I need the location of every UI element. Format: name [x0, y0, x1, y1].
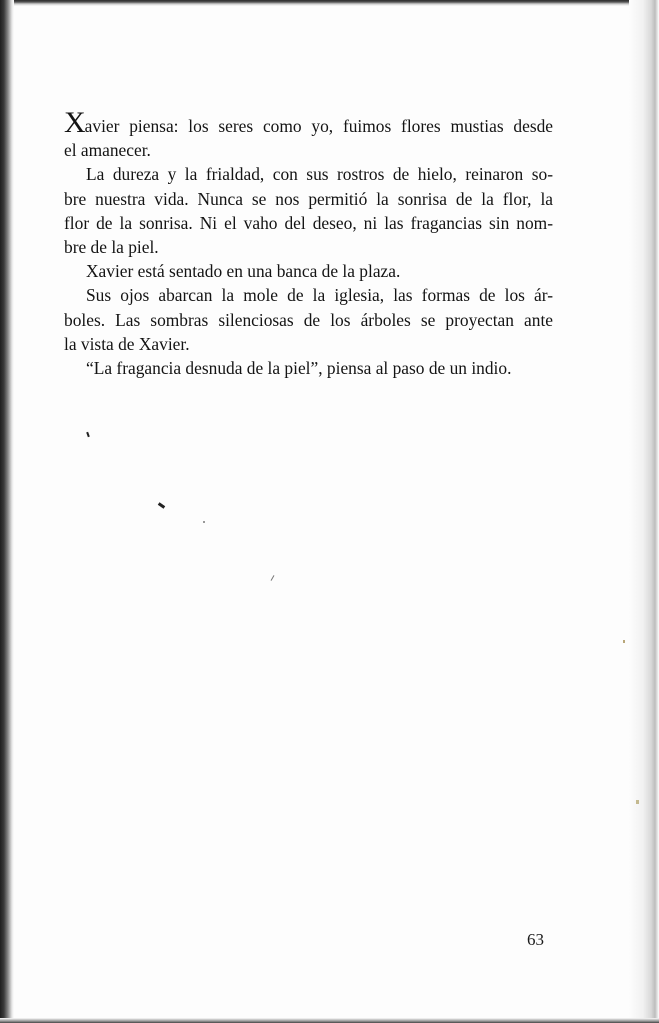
- page-left-edge: [0, 0, 14, 1023]
- initial-letter: X: [64, 106, 85, 139]
- scan-speck: [636, 800, 639, 804]
- text-line: Xavier está sentado en una banca de la plaza.: [86, 261, 401, 282]
- text-line: bre de la piel.: [64, 237, 159, 258]
- text-line: bre nuestra vida. Nunca se nos permitió la sonrisa de la flor, la: [64, 188, 553, 209]
- page-top-edge: [0, 0, 659, 6]
- paragraph-3: [64, 259, 553, 283]
- body-text: [64, 106, 553, 380]
- text-line: “La fragancia desnuda de la piel”, piensa al paso de un indio.: [86, 358, 512, 379]
- text-line: el amanecer.: [64, 140, 151, 161]
- scan-speck: [86, 432, 90, 437]
- text-line: Xavier piensa: los seres como yo, fuimos flores mustias desde: [64, 106, 553, 139]
- page-right-edge: [629, 0, 659, 1023]
- scan-speck: [203, 521, 205, 523]
- scan-speck: [158, 502, 165, 508]
- scan-speck: [623, 640, 625, 643]
- text-line: boles. Las sombras silenciosas de los árboles se proyectan ante: [64, 309, 553, 330]
- paragraph-5: [64, 356, 553, 380]
- paragraph-4: [64, 283, 553, 356]
- text-line: flor de la sonrisa. Ni el vaho del deseo, ni las fragancias sin nom-: [64, 212, 553, 233]
- scan-speck: [271, 575, 275, 581]
- text-line: la vista de Xavier.: [64, 333, 190, 354]
- page-bottom-edge: [0, 1018, 659, 1023]
- text-line: Sus ojos abarcan la mole de la iglesia, las formas de los ár-: [86, 285, 553, 306]
- paragraph-2: [64, 162, 553, 259]
- page-number: 63: [527, 930, 544, 949]
- text-line: La dureza y la frialdad, con sus rostros de hielo, reinaron so-: [86, 164, 553, 185]
- paragraph-1: [64, 106, 553, 162]
